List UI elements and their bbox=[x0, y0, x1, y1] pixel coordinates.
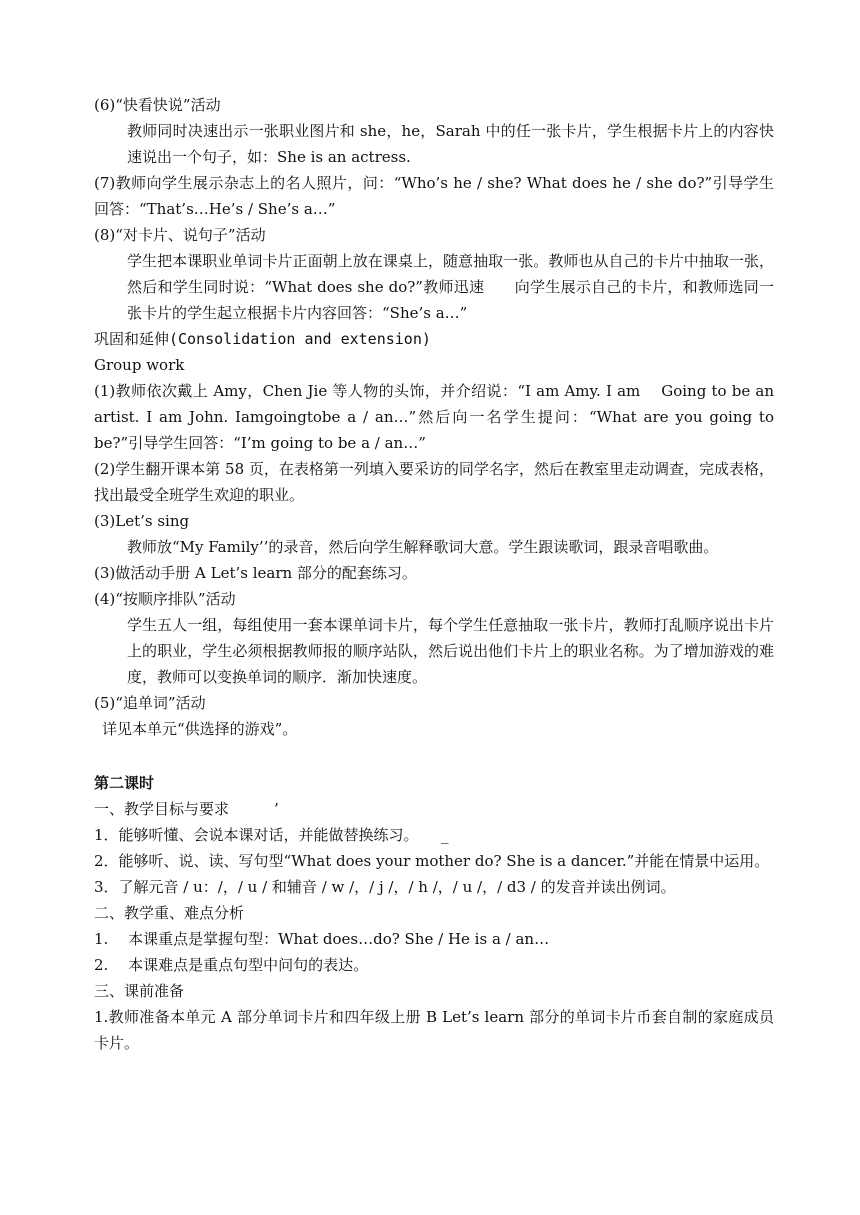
group-work-item-5-body: 详见本单元“供选择的游戏”。 bbox=[102, 720, 298, 738]
group-work-item-3-body: 教师放“My Family’’的录音，然后向学生解释歌词大意。学生跟读歌词，跟录音唱歌曲。 bbox=[127, 538, 719, 556]
group-work-workbook-item: (3)做活动手册 A Let’s learn 部分的配套练习。 bbox=[94, 564, 417, 582]
document-page bbox=[94, 92, 774, 1056]
group-work-item-2: (2)学生翻开课本第 58 页，在表格第一列填入要采访的同学名字，然后在教室里走动调查，完成表格，找出最受全班学生欢迎的职业。 bbox=[94, 460, 774, 504]
section-1-heading: 一、教学目标与要求 ’ bbox=[94, 800, 279, 818]
group-work-item-1: (1)教师依次戴上 Amy，Chen Jie 等人物的头饰，并介绍说：“I am Amy. I am Going to be an artist. I am John. Iamgoingtobe a / an…”然后向一名学生提问：“What are you going to be?”引导学生回答：“I’m going to be a / an…” bbox=[94, 382, 774, 452]
activity-8-body: 学生把本课职业单词卡片正面朝上放在课桌上，随意抽取一张。教师也从自己的卡片中抽取一张，然后和学生同时说：“What does she do?”教师迅速 向学生展示自己的卡片，和教师选同一张卡片的学生起立根据卡片内容回答：“She’s a…” bbox=[127, 252, 774, 322]
group-work-label: Group work bbox=[94, 356, 185, 374]
key-point-2: 2. 本课难点是重点句型中问句的表达。 bbox=[94, 956, 369, 974]
goal-1: 1．能够听懂、会说本课对话，并能做替换练习。 _ bbox=[94, 826, 449, 844]
section-3-heading: 三、课前准备 bbox=[94, 982, 185, 1000]
preparation-1: 1.教师准备本单元 A 部分单词卡片和四年级上册 B Let’s learn 部分的单词卡片币套自制的家庭成员卡片。 bbox=[94, 1008, 774, 1052]
lesson-2-heading: 第二课时 bbox=[94, 774, 155, 792]
consolidation-heading: 巩固和延伸(Consolidation and extension) bbox=[94, 330, 431, 348]
section-2-heading: 二、教学重、难点分析 bbox=[94, 904, 245, 922]
goal-2: 2．能够听、说、读、写句型“What does your mother do? She is a dancer.”并能在情景中运用。 bbox=[94, 852, 770, 870]
group-work-item-4-body: 学生五人一组，每组使用一套本课单词卡片，每个学生任意抽取一张卡片，教师打乱顺序说出卡片上的职业，学生必须根据教师报的顺序站队，然后说出他们卡片上的职业名称。为了增加游戏的难度，教师可以变换单词的顺序．渐加快速度。 bbox=[127, 616, 774, 686]
activity-6-body: 教师同时决速出示一张职业图片和 she，he，Sarah 中的任一张卡片，学生根据卡片上的内容快速说出一个句子，如：She is an actress. bbox=[127, 122, 774, 166]
activity-8-title: (8)“对卡片、说句子”活动 bbox=[94, 226, 266, 244]
group-work-item-5-title: (5)“追单词”活动 bbox=[94, 694, 206, 712]
group-work-item-3-title: (3)Let’s sing bbox=[94, 512, 190, 530]
activity-6-title: (6)“快看快说”活动 bbox=[94, 96, 221, 114]
goal-3: 3．了解元音 / u：/，/ u / 和辅音 / w /，/ j /，/ h /，/ u /，/ d3 / 的发音并读出例词。 bbox=[94, 878, 676, 896]
group-work-item-4-title: (4)“按顺序排队”活动 bbox=[94, 590, 236, 608]
activity-7-body: (7)教师向学生展示杂志上的名人照片，问：“Who’s he / she? What does he / she do?”引导学生回答：“That’s…He’s / She’s a…” bbox=[94, 174, 774, 218]
key-point-1: 1. 本课重点是掌握句型：What does…do? She / He is a / an… bbox=[94, 930, 550, 948]
section-gap bbox=[94, 742, 774, 770]
